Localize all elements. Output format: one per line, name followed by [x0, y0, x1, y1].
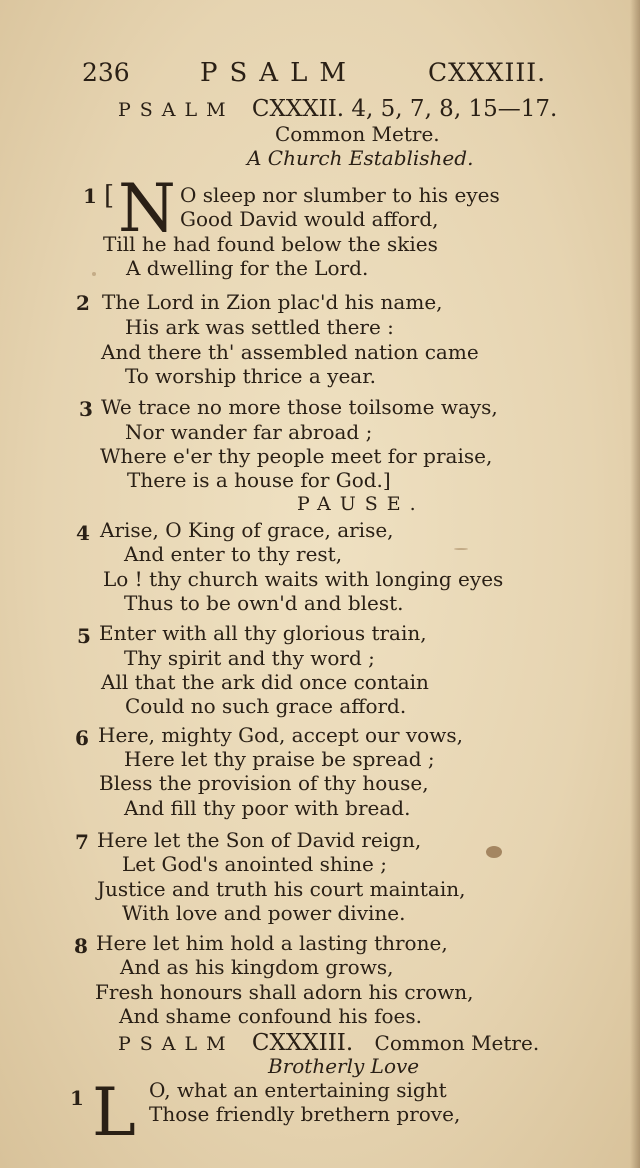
psalm-heading — [118, 1030, 539, 1056]
stanza-number: 4 — [76, 521, 90, 545]
stanza-number: 7 — [75, 830, 89, 854]
running-psalm-number: CXXXIII. — [428, 58, 547, 87]
verse-line: O sleep nor slumber to his eyes — [180, 183, 500, 207]
drop-cap: L — [92, 1074, 136, 1151]
verse-line: His ark was settled there : — [125, 315, 394, 339]
stanza-number: 3 — [79, 397, 93, 421]
verse-line: Those friendly brethern prove, — [149, 1102, 461, 1126]
verse-line: All that the ark did once contain — [101, 670, 429, 694]
verse-line: And enter to thy rest, — [124, 542, 343, 566]
stanza-number: 1 — [83, 184, 97, 208]
verse-line: And as his kingdom grows, — [120, 955, 394, 979]
verse-line: Till he had found below the skies — [103, 232, 438, 256]
verse-line: Where e'er thy people meet for praise, — [100, 444, 493, 468]
verse-line: Justice and truth his court maintain, — [97, 877, 466, 901]
running-title: PSALM — [200, 58, 358, 88]
verse-line: A dwelling for the Lord. — [126, 256, 369, 280]
verse-line: Enter with all thy glorious train, — [99, 621, 427, 645]
stanza-number: 8 — [74, 934, 88, 958]
psalm-heading-word: PSALM — [118, 99, 235, 121]
psalm-heading — [118, 96, 557, 122]
verse-line: Fresh honours shall adorn his crown, — [95, 980, 474, 1004]
verse-line: Here, mighty God, accept our vows, — [98, 723, 463, 747]
opening-bracket: [ — [104, 181, 115, 211]
verse-line: Could no such grace afford. — [125, 694, 407, 718]
verse-line: Lo ! thy church waits with longing eyes — [103, 567, 504, 591]
verse-line: O, what an entertaining sight — [149, 1078, 447, 1102]
verse-line: The Lord in Zion plac'd his name, — [102, 290, 443, 314]
ink-blot — [486, 846, 502, 858]
stanza-number: 6 — [75, 726, 89, 750]
psalm-subtitle: Brotherly Love — [268, 1054, 420, 1078]
verse-line: Here let him hold a lasting throne, — [96, 931, 448, 955]
psalm-heading-word: PSALM — [118, 1033, 235, 1055]
verse-line: And shame confound his foes. — [119, 1004, 422, 1028]
verse-line: Nor wander far abroad ; — [125, 420, 373, 444]
verse-line: To worship thrice a year. — [125, 364, 376, 388]
psalm-metre: Common Metre. — [374, 1031, 540, 1055]
stanza-number: 1 — [70, 1086, 84, 1110]
verse-line: With love and power divine. — [122, 901, 406, 925]
paper-mark — [92, 272, 96, 276]
psalm-heading-reference: CXXXIII. — [251, 1030, 354, 1056]
stanza-number: 5 — [77, 624, 91, 648]
verse-line: Here let the Son of David reign, — [97, 828, 422, 852]
verse-line: Good David would afford, — [180, 207, 439, 231]
psalm-heading-reference: CXXXII. 4, 5, 7, 8, 15—17. — [251, 96, 558, 122]
page-number: 236 — [82, 58, 130, 87]
verse-line: We trace no more those toilsome ways, — [101, 395, 498, 419]
verse-line: There is a house for God.] — [127, 468, 391, 492]
verse-line: And there th' assembled nation came — [101, 340, 479, 364]
verse-line: Bless the provision of thy house, — [99, 771, 429, 795]
stanza-number: 2 — [76, 291, 90, 315]
verse-line: Arise, O King of grace, arise, — [100, 518, 394, 542]
page-edge-shadow — [630, 0, 640, 1168]
verse-line: Let God's anointed shine ; — [122, 852, 387, 876]
verse-line: Thus to be own'd and blest. — [124, 591, 404, 615]
psalm-metre: Common Metre. — [275, 122, 440, 146]
psalm-subtitle: A Church Established. — [247, 146, 474, 170]
pause-marker: PAUSE. — [297, 493, 425, 515]
drop-cap: N — [118, 170, 176, 247]
verse-line: Here let thy praise be spread ; — [124, 747, 435, 771]
verse-line: And fill thy poor with bread. — [124, 796, 411, 820]
paper-mark — [454, 548, 468, 550]
verse-line: Thy spirit and thy word ; — [124, 646, 375, 670]
